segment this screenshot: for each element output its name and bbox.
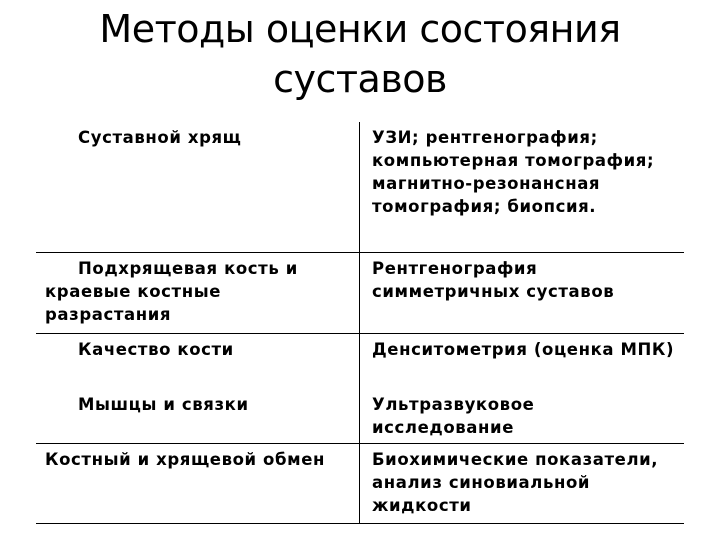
row-target-subchondral-bone: Подхрящевая кость и краевые костные разрастания	[36, 252, 360, 333]
slide-title	[0, 4, 720, 104]
row-method-subchondral-bone: Рентгенография симметричных суставов	[360, 252, 685, 333]
table-row	[36, 389, 684, 444]
table-row	[36, 252, 684, 333]
row-target-bone-quality: Качество кости	[36, 333, 360, 389]
table-row	[36, 122, 684, 252]
row-target-muscles: Мышцы и связки	[36, 389, 360, 444]
row-method-muscles: Ультразвуковое исследование	[360, 389, 685, 444]
row-target-cartilage: Суставной хрящ	[36, 122, 360, 252]
assessment-methods-table	[36, 122, 684, 524]
row-method-metabolism: Биохимические показатели, анализ синовиальной жидкости	[360, 444, 685, 524]
slide-title-line-2: суставов	[273, 57, 447, 101]
table-row	[36, 333, 684, 389]
row-method-bone-quality: Денситометрия (оценка МПК)	[372, 339, 675, 359]
table-row	[36, 444, 684, 524]
row-method-cartilage: УЗИ; рентгенография; компьютерная томография; магнитно-резонансная томография; биопсия.	[360, 122, 685, 252]
row-target-metabolism: Костный и хрящевой обмен	[36, 444, 360, 524]
slide-title-line-1: Методы оценки состояния	[99, 7, 621, 51]
